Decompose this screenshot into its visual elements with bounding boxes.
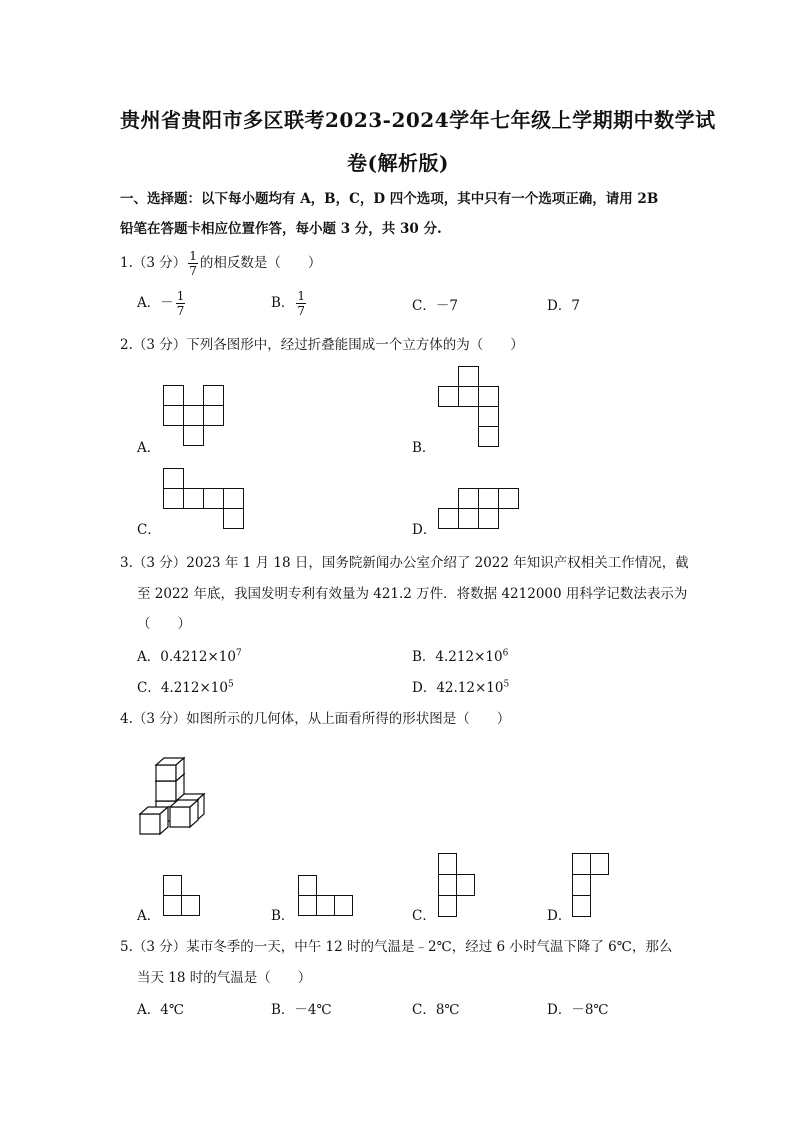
section-heading-line2: 铅笔在答题卡相应位置作答，每小题 3 分，共 30 分. [120,221,442,237]
q4-view-a [163,875,200,917]
q2-net-b [438,366,500,448]
q2-label-a: A． [137,440,161,456]
q1-b-den: 7 [297,304,306,318]
doc-title-line2: 卷(解析版) [347,151,449,175]
q1-a-den: 7 [176,304,185,318]
q3-d-base: D．42.12×10 [412,680,504,696]
q5-stem-line2: 当天 18 时的气温是（ ） [137,970,312,986]
q3-d-exp: 5 [503,679,510,690]
q3-a-exp: 7 [235,648,242,659]
q4-label-c: C． [412,908,436,924]
q3-c-base: C．4.212×10 [137,680,228,696]
q4-view-d [572,853,610,917]
q2-label-b: B． [412,440,436,456]
q2-label-c: C． [137,522,161,538]
q2-stem: 2.（3 分）下列各图形中，经过折叠能围成一个立方体的为（ ） [120,337,524,353]
q5-stem-line1: 5.（3 分）某市冬季的一天，中午 12 时的气温是﹣2℃，经过 6 小时气温下降了 6℃，那么 [120,939,673,955]
q1-a-sign: － [160,295,174,311]
q3-b-exp: 6 [502,648,509,659]
q3-c-exp: 5 [227,679,234,690]
q1-a-fraction [176,290,186,317]
q3-option-d [412,676,509,696]
q3-a-base: A．0.4212×10 [137,649,236,665]
q5-option-a: A．4℃ [137,1002,184,1018]
q1-frac-num: 1 [189,249,197,263]
q1-suffix: 的相反数是（ ） [199,255,322,271]
q1-a-label: A． [137,295,161,311]
q2-label-d: D． [412,522,437,538]
q3-b-base: B．4.212×10 [412,649,503,665]
q1-option-b [271,290,308,317]
q2-net-c [163,468,245,530]
q4-view-c [438,853,476,917]
q3-stem-line2: 至 2022 年底，我国发明专利有效量为 421.2 万件．将数据 4212000 用科学记数法表示为 [137,586,688,602]
q1-frac-den: 7 [189,264,197,278]
q3-stem-line3: （ ） [137,616,191,632]
q4-label-a: A． [137,908,161,924]
q1-stem [120,250,321,277]
q3-option-b [412,645,508,665]
q4-stem: 4.（3 分）如图所示的几何体，从上面看所得的形状图是（ ） [120,711,511,727]
q2-net-d [438,488,520,530]
q1-b-num: 1 [297,289,306,303]
q1-b-fraction [296,290,306,317]
q5-option-b: B．－4℃ [271,1002,332,1018]
section-heading-line1: 一、选择题：以下每小题均有 A，B，C，D 四个选项，其中只有一个选项正确，请用 2B [120,191,659,207]
q1-fraction [188,250,198,277]
q1-prefix: 1.（3 分） [120,255,187,271]
q2-net-a [163,385,225,447]
q3-option-a [137,645,242,665]
q1-option-c: C．－7 [412,298,458,314]
q1-b-label: B． [271,295,295,311]
q1-option-a [137,290,187,317]
q4-label-b: B． [271,908,295,924]
q4-solid-figure [136,763,206,843]
doc-title-line1: 贵州省贵阳市多区联考2023-2024学年七年级上学期期中数学试 [120,108,716,132]
q3-stem-line1: 3.（3 分）2023 年 1 月 18 日，国务院新闻办公室介绍了 2022 年知识产权相关工作情况，截 [120,555,689,571]
q5-option-c: C．8℃ [412,1002,460,1018]
q5-option-d: D．－8℃ [547,1002,609,1018]
q3-option-c [137,676,234,696]
q1-option-d: D．7 [547,298,580,314]
q4-label-d: D． [547,908,572,924]
q1-a-num: 1 [176,289,185,303]
q4-view-b [298,875,354,917]
